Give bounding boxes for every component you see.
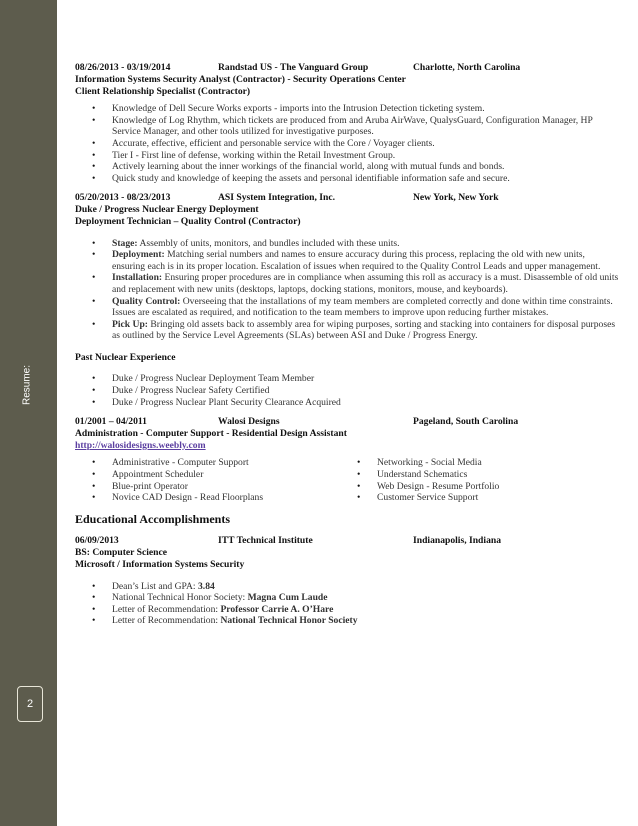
list-item: • Customer Service Support (340, 492, 499, 504)
recommendation-2: National Technical Honor Society (220, 615, 358, 627)
education-school: ITT Technical Institute (218, 535, 313, 547)
list-item (75, 238, 620, 250)
job3-location: Pageland, South Carolina (413, 416, 519, 428)
job2-location: New York, New York (413, 192, 499, 204)
bullet-label: Installation: (112, 272, 163, 284)
list-item: • Administrative - Computer Support (75, 457, 340, 469)
education-header (75, 535, 620, 547)
bullet-text: Ensuring proper procedures are in compliance when assuming this roll as accuracy is a must. Disassemble of old units and replacement with new units (desktops, laptops, docking stations, monitors, mouse, and keyboards). (112, 272, 619, 295)
page-number: 2 (26, 698, 34, 710)
list-item: • Novice CAD Design - Read Floorplans (75, 492, 340, 504)
job3-left-bullets (75, 457, 340, 503)
bullet-text: Matching serial numbers and names to ensure accuracy during this process, replacing the old with new units, ensuring each is in its proper location. Escalation of issues when required to the Quality Control Leads and upper management. (112, 249, 601, 272)
job1-dates: 08/26/2013 - 03/19/2014 (75, 62, 171, 73)
job1-header (75, 62, 620, 74)
list-item (75, 249, 620, 272)
sidebar (0, 0, 57, 826)
job1-bullets (75, 103, 620, 184)
job2-bullets (75, 238, 620, 342)
recommendation-1: Professor Carrie A. O’Hare (220, 603, 334, 615)
bullet-text: Bringing old assets back to assembly area for wiping purposes, sorting and stacking into containers for disposal purposes as outlined by the Service Level Agreements (SLAs) between ASI and Duke / Progress Energy. (112, 318, 616, 342)
bullet-text: Overseeing that the installations of my team members are completed correctly and done within time constraints. Issues are escalated as required, and notification to the team members to improve upon reducing further mistakes. (112, 295, 613, 319)
list-item: • Dean’s List and GPA: 3.84 (75, 581, 620, 593)
job2-dates: 05/20/2013 - 08/23/2013 (75, 192, 171, 204)
education-bullets (75, 581, 620, 627)
nuclear-heading: Past Nuclear Experience (75, 351, 176, 363)
job3-right-bullets (340, 457, 499, 503)
list-item: • Duke / Progress Nuclear Deployment Team Member (75, 373, 620, 385)
job1-company: Randstad US - The Vanguard Group (218, 62, 369, 73)
list-item: • Letter of Recommendation: Professor Carrie A. O’Hare (75, 604, 620, 616)
nuclear-bullets (75, 373, 620, 408)
bullet-label: Deployment: (112, 249, 165, 261)
job1-title: Information Systems Security Analyst (Contractor) - Security Operations Center (75, 74, 406, 85)
list-item: • Letter of Recommendation: National Technical Honor Society (75, 615, 620, 627)
education-minor: Microsoft / Information Systems Security (75, 559, 245, 570)
portfolio-link[interactable]: http://walosidesigns.weebly.com (75, 439, 206, 451)
list-item: • Accurate, effective, efficient and personable service with the Core / Voyager clients. (75, 138, 620, 150)
job3-company: Walosi Designs (218, 416, 280, 428)
list-item: • Appointment Scheduler (75, 469, 340, 481)
list-item: • National Technical Honor Society: Magna Cum Laude (75, 592, 620, 604)
list-item (75, 296, 620, 319)
job2-company: ASI System Integration, Inc. (218, 192, 335, 204)
list-item: • Networking - Social Media (340, 457, 499, 469)
job2-header (75, 192, 620, 204)
list-item: • Blue-print Operator (75, 481, 340, 493)
bullet-label: Quality Control: (112, 295, 181, 307)
bullet-text: Assembly of units, monitors, and bundles included with these units. (137, 237, 400, 249)
sidebar-label: Resume: (21, 364, 33, 406)
job1-subtitle: Client Relationship Specialist (Contractor) (75, 85, 251, 97)
honor-value: Magna Cum Laude (247, 592, 328, 604)
job3-dates: 01/2001 – 04/2011 (75, 416, 147, 428)
list-item: • Tier I - First line of defense, working within the Retail Investment Group. (75, 150, 620, 162)
list-item (75, 272, 620, 295)
list-item: • Duke / Progress Nuclear Plant Security Clearance Acquired (75, 397, 620, 409)
gpa-value: 3.84 (198, 580, 215, 592)
job3-skills (75, 457, 620, 503)
education-location: Indianapolis, Indiana (413, 535, 501, 547)
list-item: • Actively learning about the inner workings of the financial world, along with mutual funds and bonds. (75, 161, 620, 173)
education-heading: Educational Accomplishments (75, 511, 231, 526)
job2-subtitle: Deployment Technician – Quality Control (Contractor) (75, 215, 301, 227)
bullet-label: Pick Up: (112, 318, 148, 330)
page-number-box (17, 686, 43, 722)
list-item: • Quick study and knowledge of keeping the assets and personal identifiable information safe and secure. (75, 173, 620, 185)
list-item (75, 319, 620, 342)
job3-title: Administration - Computer Support - Residential Design Assistant (75, 428, 347, 440)
list-item: • Duke / Progress Nuclear Safety Certified (75, 385, 620, 397)
bullet-label: Stage: (112, 237, 138, 249)
job1-location: Charlotte, North Carolina (413, 62, 521, 73)
education-degree: BS: Computer Science (75, 547, 168, 559)
resume-content (75, 62, 620, 627)
job2-title: Duke / Progress Nuclear Energy Deployment (75, 204, 259, 216)
list-item: • Knowledge of Log Rhythm, which tickets are produced from and Aruba AirWave, QualysGuard, Configuration Manager, HP Service Manager, and other tools utilized for investigative purposes. (75, 115, 620, 138)
list-item: • Understand Schematics (340, 469, 499, 481)
education-dates: 06/09/2013 (75, 535, 119, 547)
job3-header (75, 416, 620, 428)
list-item: • Knowledge of Dell Secure Works exports - imports into the Intrusion Detection ticketing system. (75, 103, 620, 115)
list-item: • Web Design - Resume Portfolio (340, 481, 499, 493)
